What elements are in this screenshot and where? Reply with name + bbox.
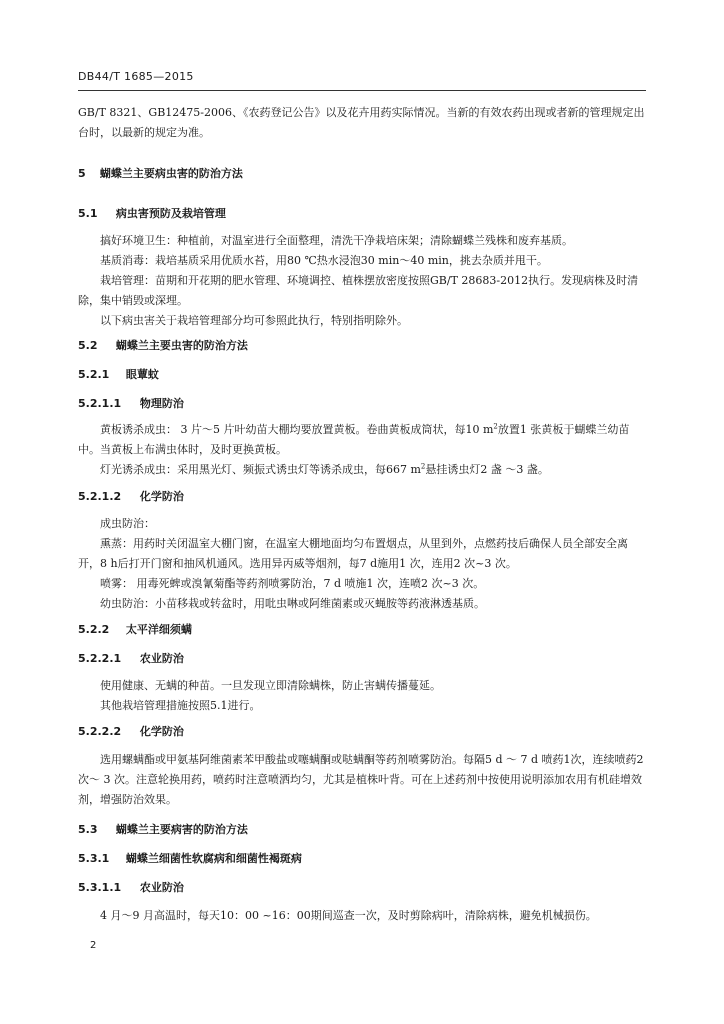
paragraph: 以下病虫害关于栽培管理部分均可参照此执行，特别指明除外。 xyxy=(100,314,408,327)
text-run: 放置1 张黄板于蝴蝶兰幼苗中。当黄板上布满虫体时，及时更换黄板。 xyxy=(78,423,630,456)
superscript: 2 xyxy=(493,422,498,431)
section-number: 5.3.1 xyxy=(78,852,110,865)
section-5-1-heading xyxy=(78,206,646,222)
section-number: 5 xyxy=(78,167,86,180)
section-5-3-heading xyxy=(78,822,646,838)
section-5-2-1-2-heading xyxy=(78,489,646,505)
section-title: 物理防治 xyxy=(139,397,184,410)
page-number: 2 xyxy=(90,940,97,951)
section-title: 病虫害预防及栽培管理 xyxy=(115,207,226,220)
text-run: 灯光诱杀成虫：采用黑光灯、频振式诱虫灯等诱杀成虫，每667 m xyxy=(100,463,421,476)
section-title: 眼蕈蚊 xyxy=(125,368,159,381)
section-title: 农业防治 xyxy=(139,652,184,665)
section-number: 5.1 xyxy=(78,207,98,220)
section-title: 化学防治 xyxy=(139,490,184,503)
section-number: 5.2.1.2 xyxy=(78,490,122,503)
paragraph: 栽培管理：苗期和开花期的肥水管理、环境调控、植株摆放密度按照GB/T 28683-2012执行。发现病株及时清除，集中销毁或深埋。 xyxy=(78,274,639,307)
paragraph: 使用健康、无螨的种苗。一旦发现立即清除螨株，防止害螨传播蔓延。 xyxy=(100,679,441,692)
section-title: 农业防治 xyxy=(139,881,184,894)
paragraph xyxy=(78,420,646,460)
section-title: 蝴蝶兰细菌性软腐病和细菌性褐斑病 xyxy=(125,852,302,865)
section-5-2-2-heading xyxy=(78,622,646,638)
paragraph: 喷雾： 用毒死蜱或溴氰菊酯等药剂喷雾防治，7 d 喷施1 次，连喷2 次~3 次。 xyxy=(100,577,485,590)
section-title: 蝴蝶兰主要病虫害的防治方法 xyxy=(99,167,243,180)
paragraph: 成虫防治： xyxy=(100,517,155,530)
paragraph xyxy=(78,460,646,480)
section-5-heading xyxy=(78,166,646,182)
section-title: 化学防治 xyxy=(139,725,184,738)
paragraph: 熏蒸：用药时关闭温室大棚门窗，在温室大棚地面均匀布置烟点，从里到外，点燃药技后确保人员全部安全离开，8 h后打开门窗和抽风机通风。选用异丙威等烟剂，每7 d施用1 次，连用2 次~3 次。 xyxy=(78,537,628,570)
section-5-3-1-heading xyxy=(78,851,646,867)
section-number: 5.2.2.1 xyxy=(78,652,122,665)
document-header-id: DB44/T 1685—2015 xyxy=(78,70,194,83)
paragraph: 搞好环境卫生：种植前，对温室进行全面整理，清洗干净栽培床架；清除蝴蝶兰残株和废弃基质。 xyxy=(100,234,573,247)
section-5-2-2-1-heading xyxy=(78,651,646,667)
section-number: 5.2.1 xyxy=(78,368,110,381)
text-run: 黄板诱杀成虫： 3 片～5 片叶幼苗大棚均要放置黄板。卷曲黄板成筒状，每10 m xyxy=(100,423,494,436)
section-number: 5.2 xyxy=(78,339,98,352)
intro-paragraph: GB/T 8321、GB12475-2006、《农药登记公告》以及花卉用药实际情况。当新的有效农药出现或者新的管理规定出台时，以最新的规定为准。 xyxy=(78,106,645,139)
header-divider xyxy=(78,90,646,91)
paragraph: 幼虫防治：小苗移栽或转盆时，用吡虫啉或阿维菌素或灭蝇胺等药液淋透基质。 xyxy=(100,597,485,610)
paragraph: 选用螺螨酯或甲氨基阿维菌素苯甲酸盐或噻螨酮或哒螨酮等药剂喷雾防治。每隔5 d ～ 7 d 喷药1次，连续喷药2 次～ 3 次。注意轮换用药，喷药时注意喷洒均匀，尤其是植株叶背。可在上述药剂中按使用说明添加农用有机硅增效剂，增强防治效果。 xyxy=(78,753,644,806)
section-number: 5.2.1.1 xyxy=(78,397,122,410)
paragraph: 4 月～9 月高温时，每天10：00 ~16：00期间巡查一次，及时剪除病叶，清除病株，避免机械损伤。 xyxy=(100,909,597,922)
section-5-2-1-1-heading xyxy=(78,396,646,412)
section-5-2-2-2-heading xyxy=(78,724,646,740)
section-title: 太平洋细须螨 xyxy=(125,623,192,636)
section-number: 5.2.2.2 xyxy=(78,725,122,738)
section-number: 5.2.2 xyxy=(78,623,110,636)
section-title: 蝴蝶兰主要虫害的防治方法 xyxy=(115,339,248,352)
paragraph: 其他栽培管理措施按照5.1进行。 xyxy=(100,699,261,712)
section-number: 5.3.1.1 xyxy=(78,881,122,894)
section-5-3-1-1-heading xyxy=(78,880,646,896)
section-title: 蝴蝶兰主要病害的防治方法 xyxy=(115,823,248,836)
section-5-2-1-heading xyxy=(78,367,646,383)
paragraph: 基质消毒：栽培基质采用优质水苔，用80 ℃热水浸泡30 min～40 min，挑去杂质并甩干。 xyxy=(100,254,548,267)
superscript: 2 xyxy=(420,462,426,471)
section-5-2-heading xyxy=(78,338,646,354)
section-number: 5.3 xyxy=(78,823,98,836)
text-run: 悬挂诱虫灯2 盏 ～3 盏。 xyxy=(425,463,549,476)
